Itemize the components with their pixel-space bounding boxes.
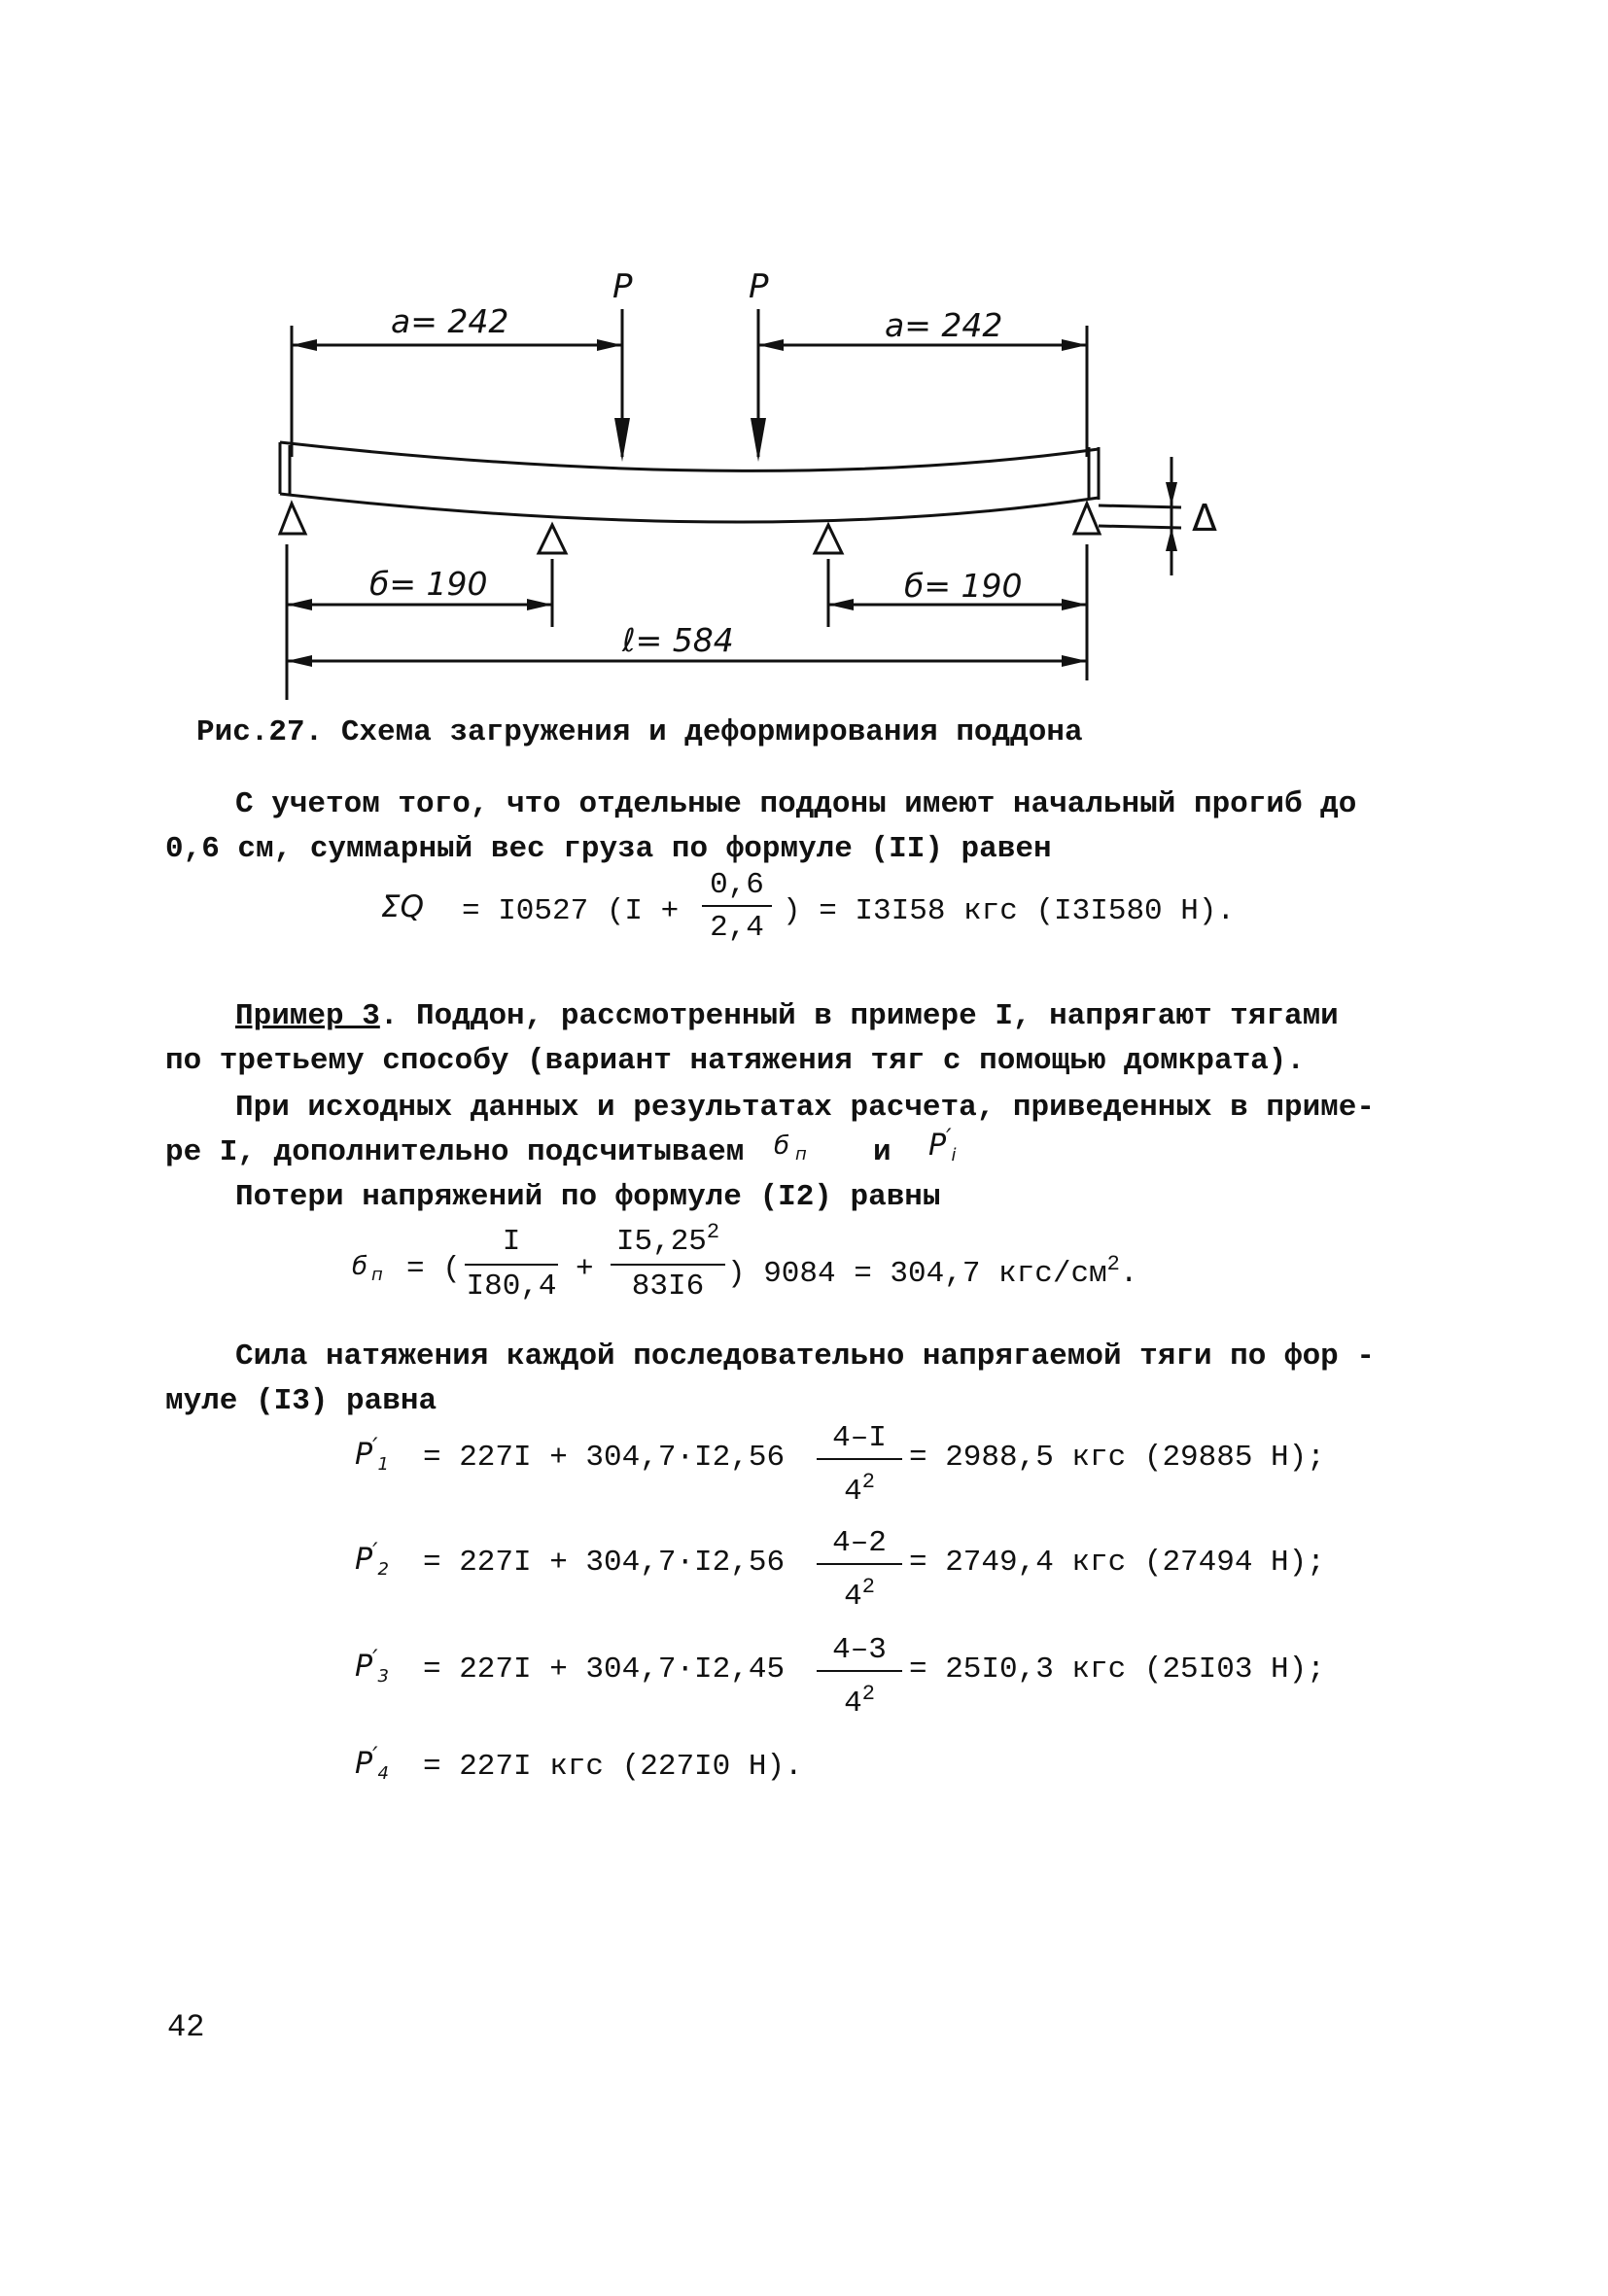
support-inner-right <box>815 525 842 553</box>
force-2-mid: = 227I + 304,7·I2,56 <box>423 1546 786 1580</box>
example3-line1-rest: . Поддон, рассмотренный в примере I, напрягают тягами <box>379 999 1339 1033</box>
dim-a-left: a= 242 <box>391 302 509 340</box>
example3-line3: При исходных данных и результатах расчета, приведенных в приме- <box>235 1091 1375 1125</box>
eq1-right: ) = I3I58 кгс (I3I580 Н). <box>783 894 1236 928</box>
load-label-right: P <box>749 267 769 306</box>
force-3-symbol: $P'_3$ <box>355 1645 389 1687</box>
force-1-result: = 2988,5 кгс (29885 Н); <box>909 1441 1325 1475</box>
dim-b-right: б= 190 <box>904 567 1023 605</box>
eq1-num: 0,6 <box>710 868 764 902</box>
eq2-close: ) 9084 = 304,7 кгс/$см^2$. <box>727 1252 1138 1291</box>
beam-diagram <box>0 0 1608 700</box>
eq2-fraction-1 <box>465 1227 558 1305</box>
dim-l: ℓ= 584 <box>622 621 734 659</box>
figure-caption: Рис.27. Схема загружения и деформирования поддона <box>196 715 1083 749</box>
eq1-lhs: ΣQ <box>381 889 424 924</box>
p-i-symbol: $P'_i$ <box>928 1124 957 1165</box>
force-3-fraction <box>817 1635 902 1722</box>
support-right <box>1074 504 1100 534</box>
eq2-f2-den: 83I6 <box>631 1270 705 1304</box>
page-number: 42 <box>167 2009 205 2045</box>
dim-b-left: б= 190 <box>369 565 488 603</box>
force-2-den: $4^2$ <box>844 1575 875 1614</box>
example3-label: Пример 3 <box>235 999 380 1033</box>
example3-line1 <box>235 1001 1339 1031</box>
force-1-num: 4–I <box>832 1421 887 1455</box>
force-2-symbol: $P'_2$ <box>355 1538 389 1580</box>
eq2-fraction-2 <box>611 1220 725 1305</box>
sigma-n-symbol: б $_п$ <box>774 1131 807 1165</box>
force-4-symbol: $P'_4$ <box>355 1742 389 1784</box>
example3-and: и <box>873 1135 891 1169</box>
eq2-sigma: б $_п$ <box>352 1252 383 1285</box>
force-1-den: $4^2$ <box>844 1470 875 1509</box>
beam-bottom-edge <box>280 494 1099 522</box>
force-1-symbol: $P'_1$ <box>355 1433 389 1475</box>
para2-line2: муле (I3) равна <box>165 1384 437 1418</box>
dim-a-right: a= 242 <box>885 306 1003 344</box>
force-2-result: = 2749,4 кгс (27494 Н); <box>909 1546 1325 1580</box>
beam-top-edge <box>280 442 1099 470</box>
para1-line1: С учетом того, что отдельные поддоны имеют начальный прогиб до <box>235 787 1357 821</box>
eq1-fraction <box>702 870 772 948</box>
example3-line2: по третьему способу (вариант натяжения тяг с помощью домкрата). <box>165 1044 1305 1078</box>
example3-line4: ре I, дополнительно подсчитываем <box>165 1135 745 1169</box>
force-3-den: $4^2$ <box>844 1682 875 1721</box>
force-3-num: 4–3 <box>832 1633 887 1667</box>
eq2-plus: + <box>576 1252 594 1286</box>
delta-label: Δ <box>1192 497 1217 539</box>
force-1-fraction <box>817 1423 902 1511</box>
para2-line1: Сила натяжения каждой последовательно напрягаемой тяги по фор - <box>235 1339 1375 1374</box>
para1-line2: 0,6 см, суммарный вес груза по формуле (II) равен <box>165 832 1052 866</box>
force-3-mid: = 227I + 304,7·I2,45 <box>423 1652 786 1687</box>
eq1-den: 2,4 <box>710 911 764 945</box>
force-2-fraction <box>817 1528 902 1616</box>
example3-line5: Потери напряжений по формуле (I2) равны <box>235 1180 941 1214</box>
support-left <box>280 504 305 534</box>
force-2-num: 4–2 <box>832 1526 887 1560</box>
eq2-f1-num: I <box>502 1225 521 1259</box>
eq2-f1-den: I80,4 <box>466 1270 557 1304</box>
eq1-left: = I0527 (I + <box>462 894 680 928</box>
force-4-mid: = 227I кгс (227I0 Н). <box>423 1750 803 1784</box>
load-label-left: P <box>612 267 633 306</box>
support-inner-left <box>539 525 566 553</box>
eq2-f2-num: I5,25$^2$ <box>615 1220 720 1259</box>
force-1-mid: = 227I + 304,7·I2,56 <box>423 1441 786 1475</box>
force-3-result: = 25I0,3 кгс (25I03 Н); <box>909 1652 1325 1687</box>
eq2-open: = ( <box>406 1252 461 1286</box>
